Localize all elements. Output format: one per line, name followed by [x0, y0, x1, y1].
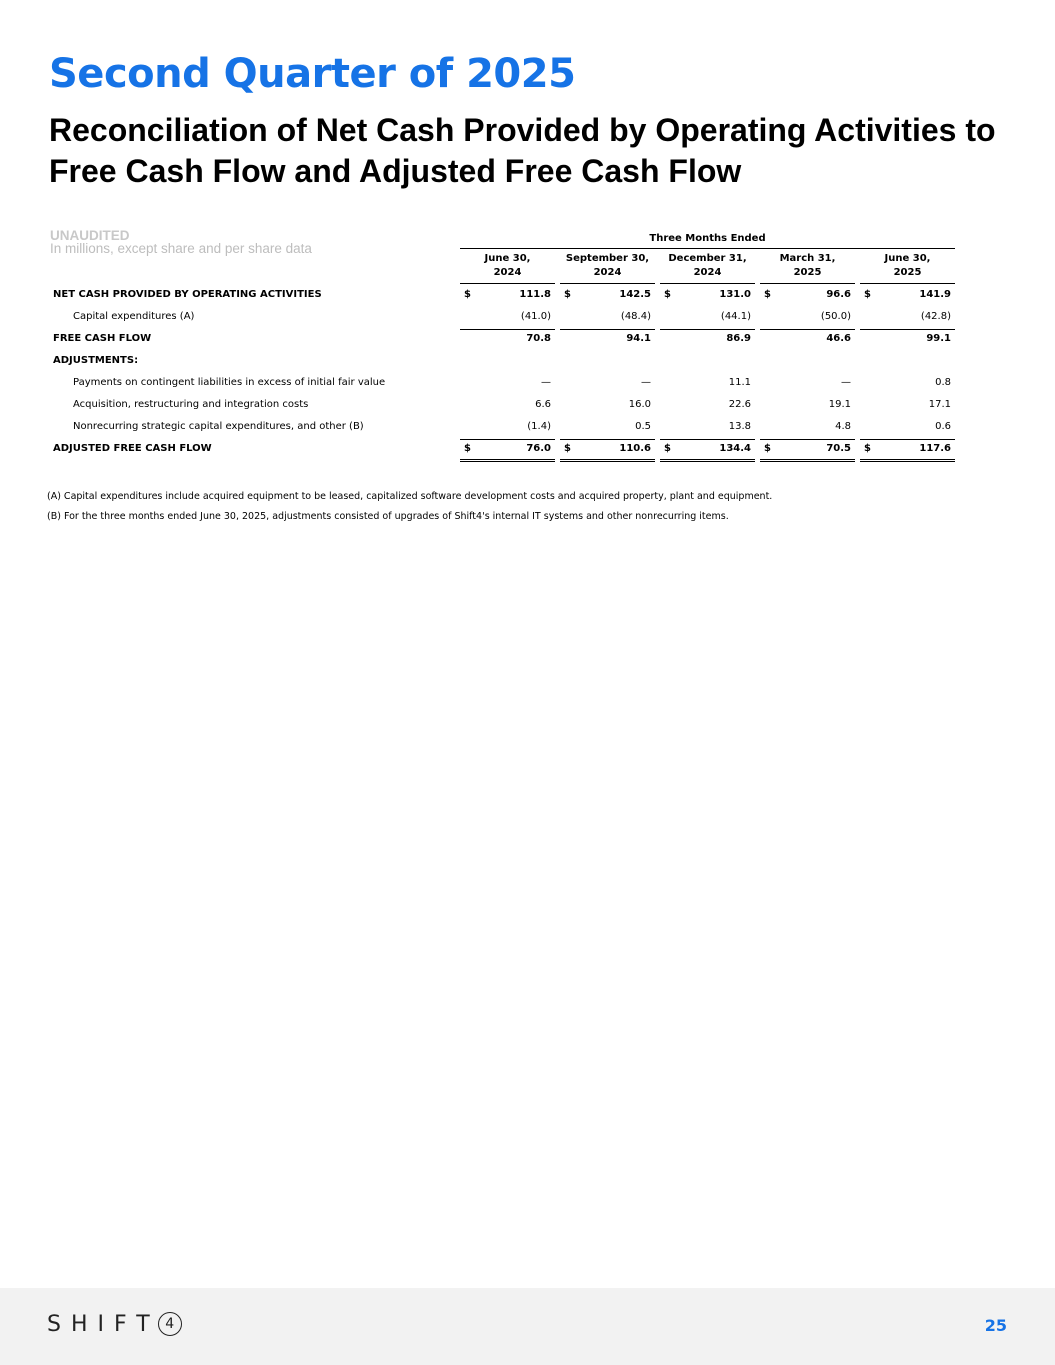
table-cell: [760, 285, 855, 307]
cell-value: 4.8: [835, 421, 851, 432]
table-cell: [860, 439, 955, 462]
cell-value: 19.1: [828, 399, 851, 410]
column-header: [660, 252, 755, 284]
currency-symbol: $: [564, 289, 571, 300]
row-label: Payments on contingent liabilities in excess of initial fair value: [73, 377, 386, 388]
column-header: [460, 252, 555, 284]
table-row: [50, 329, 955, 351]
currency-symbol: $: [764, 289, 771, 300]
table-cell: [460, 439, 555, 462]
cell-value: 70.5: [826, 443, 851, 454]
table-cell: [560, 395, 655, 417]
cell-value: (44.1): [720, 311, 751, 322]
cell-value: —: [541, 377, 551, 388]
table-cell: [860, 285, 955, 307]
cell-value: 142.5: [619, 289, 651, 300]
table-cell: [860, 307, 955, 330]
cell-value: —: [841, 377, 851, 388]
cell-value: 6.6: [535, 399, 551, 410]
cell-value: —: [641, 377, 651, 388]
table-cell: [460, 395, 555, 417]
table-cell: [760, 439, 855, 462]
cell-value: 96.6: [826, 289, 851, 300]
table-row: [50, 395, 955, 417]
column-header-month: June 30,: [484, 253, 531, 264]
cell-value: 0.8: [935, 377, 951, 388]
cell-value: 94.1: [626, 333, 651, 344]
cell-value: (1.4): [527, 421, 551, 432]
currency-symbol: $: [664, 289, 671, 300]
cell-value: 13.8: [728, 421, 751, 432]
table-cell: [460, 285, 555, 307]
cell-value: 99.1: [926, 333, 951, 344]
currency-symbol: $: [464, 289, 471, 300]
table-cell: [660, 285, 755, 307]
page-title: Second Quarter of 2025: [49, 51, 576, 97]
table-row: [50, 285, 955, 307]
cell-value: 117.6: [919, 443, 951, 454]
currency-symbol: $: [664, 443, 671, 454]
table-cell: [560, 307, 655, 330]
column-header-month: March 31,: [779, 253, 836, 264]
cell-value: (42.8): [920, 311, 951, 322]
row-label: FREE CASH FLOW: [53, 333, 152, 344]
column-header-month: September 30,: [565, 253, 650, 264]
logo-wordmark: SHIFT: [47, 1311, 160, 1337]
table-cell: [560, 329, 655, 351]
currency-symbol: $: [764, 443, 771, 454]
period-header: Three Months Ended: [460, 232, 955, 249]
table-row: [50, 373, 955, 395]
column-header: [860, 252, 955, 284]
table-cell: [560, 439, 655, 462]
table-cell: [460, 373, 555, 395]
column-header: [560, 252, 655, 284]
cell-value: 0.6: [935, 421, 951, 432]
units-note: In millions, except share and per share data: [50, 241, 312, 256]
table-row: [50, 307, 955, 329]
column-header-year: 2025: [893, 267, 922, 278]
cell-value: 11.1: [728, 377, 751, 388]
table-row: [50, 417, 955, 439]
table-cell: [460, 417, 555, 440]
table-cell: [660, 439, 755, 462]
table-cell: [560, 285, 655, 307]
column-header-year: 2024: [493, 267, 522, 278]
page-subtitle: Reconciliation of Net Cash Provided by Operating Activities to Free Cash Flow and Adjusted Free Cash Flow: [49, 112, 996, 189]
table-row: [50, 351, 955, 373]
cell-value: (50.0): [820, 311, 851, 322]
currency-symbol: $: [864, 289, 871, 300]
cell-value: 76.0: [526, 443, 551, 454]
cell-value: 46.6: [826, 333, 851, 344]
unaudited-label: UNAUDITED: [50, 228, 130, 243]
cell-value: 111.8: [519, 289, 551, 300]
column-header-year: 2024: [693, 267, 722, 278]
cell-value: 70.8: [526, 333, 551, 344]
cell-value: (48.4): [620, 311, 651, 322]
cell-value: 0.5: [635, 421, 651, 432]
table-cell: [660, 417, 755, 440]
cell-value: 131.0: [719, 289, 751, 300]
table-cell: [760, 373, 855, 395]
currency-symbol: $: [564, 443, 571, 454]
page-footer: [0, 1288, 1055, 1365]
column-header-month: June 30,: [884, 253, 931, 264]
table-cell: [860, 417, 955, 440]
table-row: [50, 439, 955, 461]
table-cell: [760, 395, 855, 417]
column-header: [760, 252, 855, 284]
table-cell: [860, 373, 955, 395]
table-cell: [760, 417, 855, 440]
table-cell: [660, 373, 755, 395]
cell-value: 141.9: [919, 289, 951, 300]
table-cell: [560, 417, 655, 440]
table-cell: [760, 307, 855, 330]
table-cell: [660, 395, 755, 417]
cell-value: 22.6: [728, 399, 751, 410]
cell-value: 110.6: [619, 443, 651, 454]
table-cell: [760, 329, 855, 351]
footnote-b: (B) For the three months ended June 30, 2025, adjustments consisted of upgrades of Shift4's internal IT systems and other nonrecurring items.: [47, 511, 729, 522]
table-cell: [460, 307, 555, 330]
table-cell: [660, 307, 755, 330]
cell-value: 86.9: [726, 333, 751, 344]
cell-value: 17.1: [928, 399, 951, 410]
table-cell: [560, 373, 655, 395]
footnote-a: (A) Capital expenditures include acquired equipment to be leased, capitalized software development costs and acquired property, plant and equipment.: [47, 491, 773, 502]
row-label: Capital expenditures (A): [73, 311, 195, 322]
table-cell: [660, 329, 755, 351]
cell-value: 16.0: [628, 399, 651, 410]
shift4-logo: [47, 1311, 182, 1337]
cell-value: (41.0): [520, 311, 551, 322]
cell-value: 134.4: [719, 443, 751, 454]
column-header-month: December 31,: [668, 253, 747, 264]
row-label: ADJUSTED FREE CASH FLOW: [53, 443, 212, 454]
column-header-year: 2025: [793, 267, 822, 278]
row-label: Acquisition, restructuring and integration costs: [73, 399, 309, 410]
logo-circle-four-icon: 4: [158, 1312, 182, 1336]
column-header-year: 2024: [593, 267, 622, 278]
page-number: 25: [984, 1316, 1007, 1335]
currency-symbol: $: [464, 443, 471, 454]
row-label: NET CASH PROVIDED BY OPERATING ACTIVITIES: [53, 289, 322, 300]
row-label: ADJUSTMENTS:: [53, 355, 139, 366]
currency-symbol: $: [864, 443, 871, 454]
table-cell: [860, 329, 955, 351]
row-label: Nonrecurring strategic capital expenditures, and other (B): [73, 421, 364, 432]
table-cell: [860, 395, 955, 417]
table-cell: [460, 329, 555, 351]
